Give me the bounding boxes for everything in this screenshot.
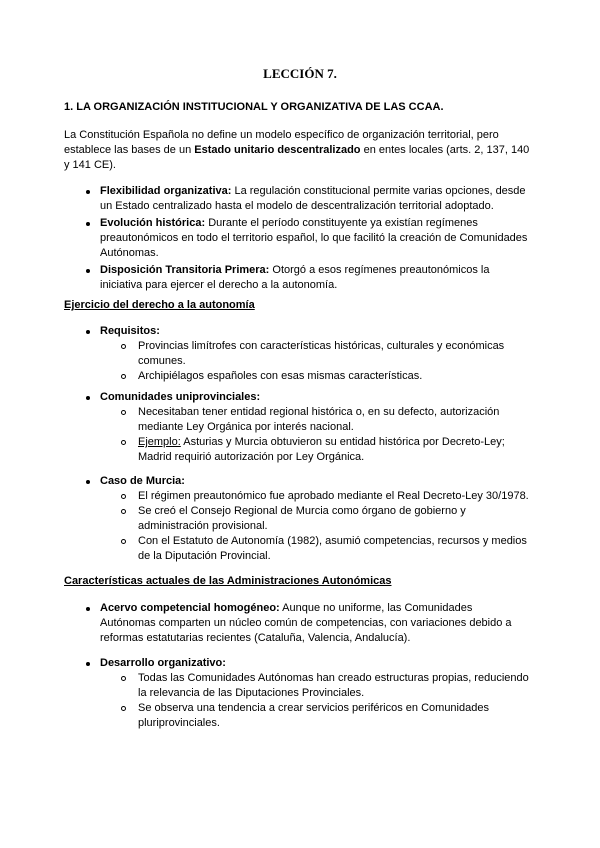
section-heading: 1. LA ORGANIZACIÓN INSTITUCIONAL Y ORGANIZATIVA DE LAS CCAA. [64, 101, 444, 113]
intro-paragraph [64, 128, 534, 173]
sub-list [138, 671, 532, 731]
example-label: Ejemplo: [138, 436, 181, 448]
list-item [100, 601, 530, 646]
bullet-text: Otorgó a esos regímenes preautonómicos la iniciativa para ejercer el derecho a la autonomía. [100, 264, 490, 291]
list-item [100, 390, 530, 465]
intro-text-after: en entes locales (arts. 2, 137, 140 y 141 CE). [64, 144, 530, 171]
sub-list [138, 339, 532, 384]
acervo-list [100, 601, 530, 648]
list-item [100, 474, 530, 564]
sub-list-item: Se observa una tendencia a crear servicios periféricos en Comunidades pluriprovinciales. [138, 701, 532, 731]
bullet-text: La regulación constitucional permite varias opciones, desde un Estado centralizado hasta el modelo de descentralización territorial adoptado. [100, 185, 526, 212]
bullet-label: Flexibilidad organizativa: [100, 185, 232, 197]
sub-list-item: Con el Estatuto de Autonomía (1982), asumió competencias, recursos y medios de la Diputación Provincial. [138, 534, 532, 564]
sub-list-item: Archipiélagos españoles con esas mismas características. [138, 369, 532, 384]
bullet-label: Comunidades uniprovinciales: [100, 391, 261, 403]
sub-list-item: El régimen preautonómico fue aprobado mediante el Real Decreto-Ley 30/1978. [138, 489, 532, 504]
list-item [100, 216, 530, 261]
section-title-caracteristicas: Características actuales de las Administraciones Autonómicas [64, 575, 392, 587]
sub-list [138, 405, 532, 465]
sub-list-item: Todas las Comunidades Autónomas han creado estructuras propias, reduciendo la relevancia de las Diputaciones Provinciales. [138, 671, 532, 701]
intro-bold-term: Estado unitario descentralizado [194, 144, 361, 156]
list-item [100, 184, 530, 214]
sub-list [138, 489, 532, 564]
example-text: Asturias y Murcia obtuvieron su entidad histórica por Decreto-Ley; Madrid requirió autorización por Ley Orgánica. [138, 436, 505, 463]
bullet-label: Requisitos: [100, 325, 160, 337]
requisitos-list [100, 324, 530, 386]
bullet-text: Aunque no uniforme, las Comunidades Autónomas comparten un núcleo común de competencias, con variaciones debido a reformas estatutarias recientes (Cataluña, Valencia, Andalucía). [100, 602, 512, 644]
sub-list-item: Provincias limítrofes con características históricas, culturales y económicas comunes. [138, 339, 532, 369]
bullet-label: Desarrollo organizativo: [100, 657, 226, 669]
bullet-text: Durante el período constituyente ya existían regímenes preautonómicos en todo el territorio español, lo que facilitó la creación de Comunidades Autónomas. [100, 217, 528, 259]
sub-list-item [138, 435, 532, 465]
bullet-label: Caso de Murcia: [100, 475, 185, 487]
list-item [100, 324, 530, 384]
desarrollo-list [100, 656, 530, 733]
bullet-label: Evolución histórica: [100, 217, 206, 229]
lesson-title: LECCIÓN 7. [263, 66, 337, 81]
sub-list-item: Necesitaban tener entidad regional histórica o, en su defecto, autorización mediante Ley Orgánica por interés nacional. [138, 405, 532, 435]
sub-list-item: Se creó el Consejo Regional de Murcia como órgano de gobierno y administración provisional. [138, 504, 532, 534]
uniprovinciales-list [100, 390, 530, 467]
list-item [100, 263, 530, 293]
murcia-list [100, 474, 530, 566]
section-title-ejercicio: Ejercicio del derecho a la autonomía [64, 299, 255, 311]
intro-text-before: La Constitución Española no define un modelo específico de organización territorial, pero establece las bases de un [64, 129, 499, 156]
intro-bullet-list [100, 184, 530, 295]
list-item [100, 656, 530, 731]
bullet-label: Disposición Transitoria Primera: [100, 264, 270, 276]
bullet-label: Acervo competencial homogéneo: [100, 602, 280, 614]
